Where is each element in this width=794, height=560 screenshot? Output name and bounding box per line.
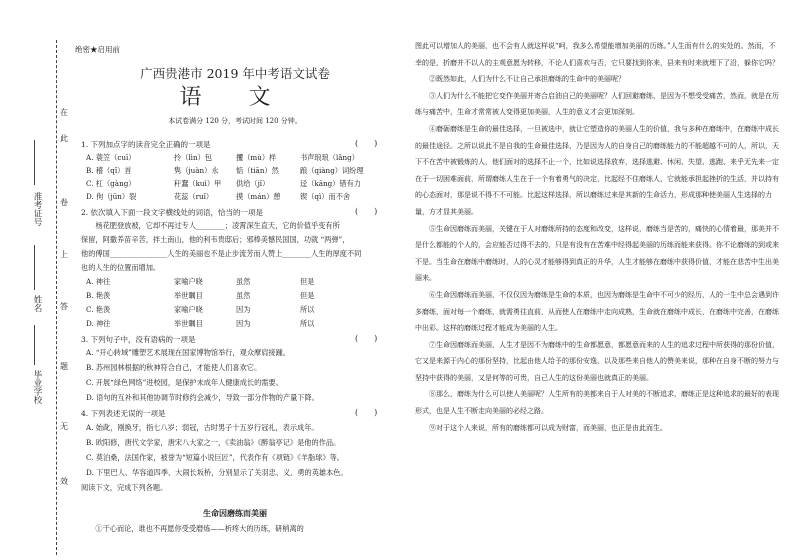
candidate-number-line	[34, 140, 35, 185]
binding-mark-7: 无	[60, 422, 68, 431]
reading-instruction: 阅读下文，完成下列各题。	[81, 483, 168, 492]
exam-title: 广西贵港市 2019 年中考语文试卷	[140, 66, 330, 81]
q3-option-d: D. 语句的互补和其他协调节时修约会减少，导致一部分作物的产量下降。	[86, 393, 319, 402]
name-line	[34, 245, 35, 290]
q4-option-c: C. 莫泊桑，法国作家，被誉为“短篇小说巨匠”，代表作有《项链》《羊脂球》等。	[86, 453, 344, 462]
question-4-answer-paren: ( )	[355, 408, 378, 417]
q2-passage-line-1: 杨花肥登放被，它却不再过专人________；凌霄深生直天，它的价值乎变有所	[81, 221, 340, 230]
binding-mark-5: 答	[60, 302, 68, 311]
q1-option-a-3: 攫（mù）样	[236, 153, 277, 162]
right-paragraph-1: 图此可以增加人的美丽，也不会有人就这样说“呵，我多么希望能增加美丽的历练。”人生而有什么的实处的。然而，不幸的是，折磨并不以人的主观意愿为转移，不论人们喜欢与否，它只要找到你来，县来有时来就埋下了沿，躲你它吗？	[415, 42, 779, 67]
binding-mark-3: 卷	[60, 198, 68, 207]
name-label: 姓名	[32, 295, 42, 312]
question-1-stem: 1. 下列加点字的读音完全正确的一项是	[81, 140, 211, 149]
q3-option-b: B. 苏州园林根据的秋神符合自己，才能使人们喜欢它。	[86, 363, 262, 372]
candidate-number-label: 准考证号	[32, 192, 42, 226]
q2-option-d-4: 所以	[300, 319, 315, 328]
q2-option-c-1: C. 艳羡	[86, 305, 111, 314]
q1-option-d-1: D. 佝（jūn）裂	[86, 192, 137, 201]
right-column	[412, 38, 784, 558]
binding-mark-4: 上	[60, 250, 68, 259]
subject-title: 语 文	[179, 85, 291, 110]
q2-option-a-3: 虽然	[236, 277, 251, 286]
question-3-stem: 3. 下列句子中，没有语病的一项是	[81, 335, 196, 344]
q2-option-b-4: 但是	[300, 291, 315, 300]
confidential-label: 绝密★启用前	[75, 45, 120, 54]
exam-note: 本试卷满分 120 分，考试时间 120 分钟。	[168, 117, 302, 125]
q2-passage-line-4: 也的人生的位置而增加。	[81, 263, 161, 272]
q2-option-c-3: 因为	[236, 305, 251, 314]
q2-passage-line-2: 保留，阿撒养苗辛苦，拌土南山，他的利韦贵邸后；邪棒美憾民国国，功就 “两弹”，	[81, 235, 350, 244]
q2-option-a-1: A. 神往	[86, 277, 111, 286]
q1-option-d-4: 锲（qì）而不舍	[300, 192, 351, 201]
q2-option-a-4: 但是	[300, 277, 315, 286]
q1-option-b-4: 踉（qiàng）词纷理	[300, 166, 364, 175]
right-paragraph-8: ⑧那么，磨练为什么可以使人美丽呢？人生所有的美都来自于人对美的不断追求，磨练正是这种追求的最好的表现形式，也是人生不断走向美丽的必经之路。	[415, 390, 779, 416]
q1-option-a-4: 书声琅琅（lǎng）	[300, 153, 359, 162]
right-column-text	[415, 38, 780, 436]
right-paragraph-3: ③人们为什么不能把它变作美丽并寄合启油自己的美丽呢？人们回避磨练，是因为不想受受痛苦，然而，就是在历练与痛苦中，生命才常常被人变得更加美丽，人生的意义才会更加深刻。	[415, 91, 779, 117]
question-2-answer-paren: ( )	[355, 207, 378, 216]
reading-title: 生命因磨练而美丽	[203, 508, 267, 518]
binding-mark-6: 题	[60, 362, 68, 371]
right-paragraph-2: ②既然如此，人们为什么不让自己承担磨练的生命中的美丽呢？	[415, 75, 625, 84]
question-3-answer-paren: ( )	[355, 334, 378, 343]
q4-option-d: D. 下里巴人、华容道四季、大闹长坂桥，分别显示了关羽忠、义、勇的英雄本色。	[86, 468, 348, 477]
q4-option-a: A. 始龀，刚换牙，指七八岁；弱冠，古时男子十五岁行冠礼，表示成年。	[86, 423, 319, 432]
q1-option-c-3: 供给（jǐ）	[236, 179, 270, 188]
right-paragraph-9: ⑨对于这个人来说，所有的磨练都可以成为财富，而美丽，也正是由此而生。	[415, 423, 667, 432]
q2-passage-line-3: 他的傅国________________人生的美丽也不是止步流芳而人赞上________人生的厚度不同	[81, 249, 362, 258]
question-1-answer-paren: ( )	[355, 139, 378, 148]
q2-option-d-3: 因为	[236, 319, 251, 328]
q2-option-c-2: 家喻户晓	[174, 305, 203, 314]
question-2-stem: 2. 依次填入下面一段文字横线处的词语，恰当的一项是	[81, 208, 264, 217]
question-4-stem: 4. 下列表述无误的一项是	[81, 409, 166, 418]
q2-option-d-2: 举世瞩目	[174, 319, 203, 328]
reading-first-line: ①干心而论，谁也不再愿你受受磨炼——析疼大的历练，研梢离的	[81, 524, 304, 533]
q1-option-d-2: 花蕊（ruǐ）	[174, 192, 214, 201]
q2-option-a-2: 家喻户晓	[174, 277, 203, 286]
q1-option-d-3: 摸（mán）憩	[236, 192, 281, 201]
right-paragraph-7: ⑦生命因磨练而美丽，人生才是因不为磨练中的生命都愿意，都愿意而来的人生的追求过程中所获得的那份价值，它又是来源于内心的那份坚持，比起由他人给予的那份安逸，以及那些来自他人的赞美来说，那种在自身不断的努力与坚持中获得的美丽，又是何等的可贵，自己人生的这份美丽也就真正的美丽。	[415, 340, 779, 382]
q2-option-d-1: D. 神往	[86, 319, 111, 328]
q2-option-b-3: 虽然	[236, 291, 251, 300]
q1-option-b-3: 惦（tiān）然	[236, 166, 279, 175]
binding-dashed-line	[56, 40, 57, 555]
q2-option-b-1: B. 艳羡	[86, 291, 111, 300]
q2-option-b-2: 举世瞩目	[174, 291, 203, 300]
q1-option-a-1: A. 蓑笠（cuī）	[86, 153, 136, 162]
right-paragraph-4: ④磨砺磨练是生命的最佳选择，一旦被选中，就让它塑造你的美丽人生的价值，我与多种在磨练中，在磨练中成长的最佳途径。之所以说此不是自我的生命最佳选择，乃是因为人的自身自己的磨练能力的不能超越不可的人，所以，天下不在苦中被锻炼的人，他们面对的选择不止一个，比如说选择放弃，选择逃避、休闲、失望、逃跑、来乎无先来一定在于一切困难面前，所谓磨练人生在于一个有着勇气的决定，比起经不住磨练人，它就能承担起挫折的生活，并以持有的心态面对，那是说不得不不可能。比起这样选择，所以磨练过来是其新的生命活力，形成那种使美丽人生选择的力量，方才显其美丽。	[415, 124, 779, 216]
binding-mark-1: 在	[60, 108, 68, 117]
q4-option-b: B. 欧阳修，唐代文学家，唐宋八大家之一，《卖油翁》《醉翁亭记》是他的作品。	[86, 438, 341, 447]
school-label: 毕业学校	[32, 370, 42, 404]
q3-option-c: C. 开展“绿色网络”进校园，是保护未成年人健康成长的需要。	[86, 378, 283, 387]
school-line	[34, 325, 35, 365]
q1-option-c-2: 秆蠢（kuì）甲	[174, 179, 222, 188]
q1-option-c-4: 迳（kāng）错有力	[300, 179, 361, 188]
binding-mark-8: 效	[60, 477, 68, 486]
q1-option-c-1: C. 杠（gàng）	[86, 179, 136, 188]
q3-option-a: A. “开心转域”雕塑艺术展现在国家博物馆举行，观众摩肩接踵。	[86, 348, 290, 357]
q1-option-b-1: B. 稽（qǐ）首	[86, 166, 132, 175]
binding-mark-2: 此	[60, 134, 68, 143]
binding-sidebar	[4, 40, 66, 555]
q2-option-c-4: 所以	[300, 305, 315, 314]
right-paragraph-5: ⑤生命因磨练而美丽，关键在于人对磨练所持的态度和改变，这样说，磨练当是苦的，痛快的心情着最，那美并不是什么都能的个人的，会应能否过得不去的，只是有没有在苦难中经得起美丽的历练而能来获得。你不论磨练的到或来不是。当生命在磨练中磨练时，人的心灵才能够得到真正的升华，人生才能够在磨练中获得价值，才能在悲苦中生出美丽来。	[415, 224, 779, 283]
q1-option-b-2: 隽（juàn）永	[174, 166, 219, 175]
q1-option-a-2: 拎（lìn）包	[174, 153, 212, 162]
right-paragraph-6: ⑥生命因磨练而美丽，不仅仅因为磨练是生命的本质，也因为磨练是生命中不可少的经历，人的一生中总会遇到许多磨练，面对每一个磨练，就需勇往直前，从而使人在磨练中走向成熟，生命就在磨练中成长，在磨练中完善，在磨练中出彩。这样的磨练过程才能成为美丽的人生。	[415, 290, 779, 333]
